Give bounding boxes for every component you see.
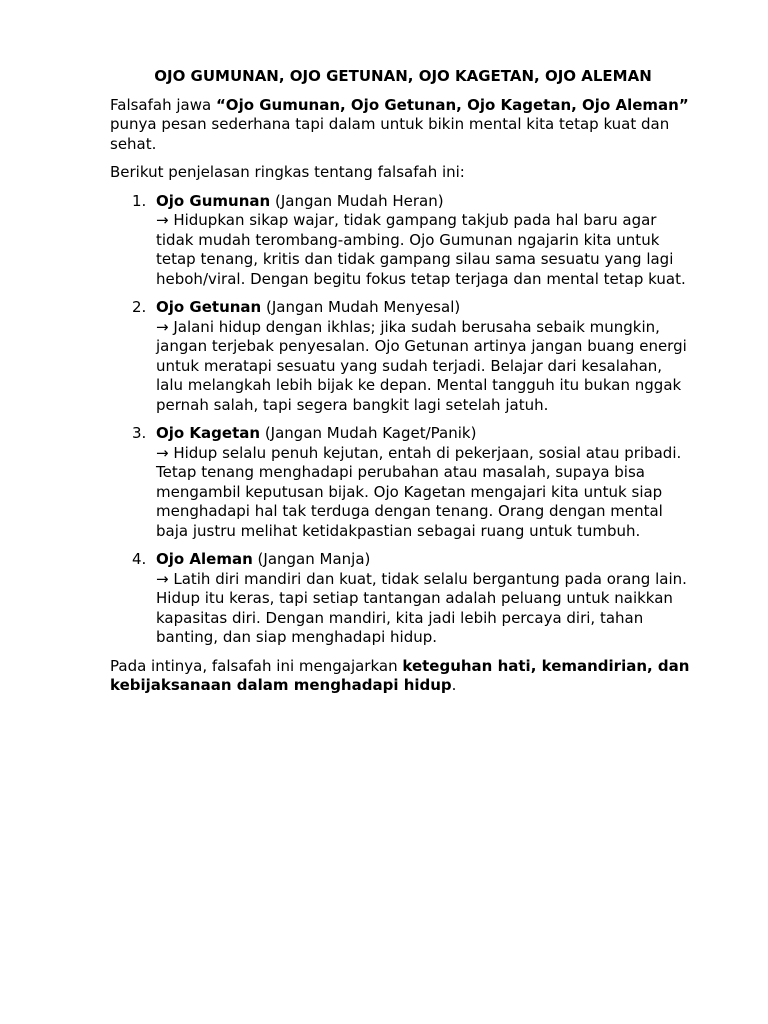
item-term: Ojo Aleman <box>156 550 253 568</box>
list-item <box>132 191 690 290</box>
document-title: OJO GUMUNAN, OJO GETUNAN, OJO KAGETAN, OJO ALEMAN <box>154 67 652 85</box>
item-heading <box>156 550 690 570</box>
conclusion-text-end: . <box>451 676 457 694</box>
item-term: Ojo Gumunan <box>156 191 271 210</box>
list-item <box>132 550 690 648</box>
principles-list <box>110 192 690 648</box>
intro-text-end: punya pesan sederhana tapi dalam untuk bikin mental kita tetap kuat dan sehat. <box>110 115 670 153</box>
item-body: → Hidupkan sikap wajar, tidak gampang takjub pada hal baru agar tidak mudah terombang-ambing. Ojo Gumunan ngajarin kita untuk tetap tenang, kritis dan tidak gampang silau sama sesuatu yang lagi heboh/viral. Dengan begitu fokus tetap terjaga dan mental tetap kuat. <box>156 211 686 288</box>
intro-phrase-bold: “Ojo Gumunan, Ojo Getunan, Ojo Kagetan, Ojo Aleman” <box>215 95 689 114</box>
item-meaning: (Jangan Mudah Menyesal) <box>261 298 461 316</box>
item-number: 3. <box>132 424 147 442</box>
item-number: 4. <box>132 550 147 568</box>
item-term: Ojo Getunan <box>156 298 262 316</box>
conclusion-phrase-bold: keteguhan hati, kemandirian, dan kebijaksanaan dalam menghadapi hidup <box>110 656 690 694</box>
item-meaning: (Jangan Manja) <box>252 550 371 568</box>
intro-paragraph <box>110 96 690 155</box>
list-item <box>132 298 690 415</box>
lead-paragraph: Berikut penjelasan ringkas tentang falsafah ini: <box>110 163 465 181</box>
item-meaning: (Jangan Mudah Kaget/Panik) <box>260 424 477 442</box>
item-heading <box>156 192 690 212</box>
item-term: Ojo Kagetan <box>156 424 261 442</box>
list-item <box>132 424 690 541</box>
item-heading <box>156 298 690 318</box>
intro-text-start: Falsafah jawa <box>110 95 216 114</box>
item-number: 2. <box>132 298 147 316</box>
item-meaning: (Jangan Mudah Heran) <box>270 191 444 210</box>
item-heading <box>156 424 690 444</box>
conclusion-text-start: Pada intinya, falsafah ini mengajarkan <box>110 656 403 675</box>
item-body: → Jalani hidup dengan ikhlas; jika sudah berusaha sebaik mungkin, jangan terjebak penyesalan. Ojo Getunan artinya jangan buang energi untuk meratapi sesuatu yang sudah terjadi. Belajar dari kesalahan, lalu melangkah lebih bijak ke depan. Mental tangguh itu bukan nggak pernah salah, tapi segera bangkit lagi setelah jatuh. <box>156 317 687 414</box>
item-number: 1. <box>132 191 147 210</box>
conclusion-paragraph <box>110 657 690 696</box>
item-body: → Latih diri mandiri dan kuat, tidak selalu bergantung pada orang lain. Hidup itu keras, tapi setiap tantangan adalah peluang untuk naikkan kapasitas diri. Dengan mandiri, kita jadi lebih percaya diri, tahan banting, dan siap menghadapi hidup. <box>156 569 687 646</box>
item-body: → Hidup selalu penuh kejutan, entah di pekerjaan, sosial atau pribadi. Tetap tenang menghadapi perubahan atau masalah, supaya bisa mengambil keputusan bijak. Ojo Kagetan mengajari kita untuk siap menghadapi hal tak terduga dengan tenang. Orang dengan mental baja justru melihat ketidakpastian sebagai ruang untuk tumbuh. <box>156 443 682 540</box>
